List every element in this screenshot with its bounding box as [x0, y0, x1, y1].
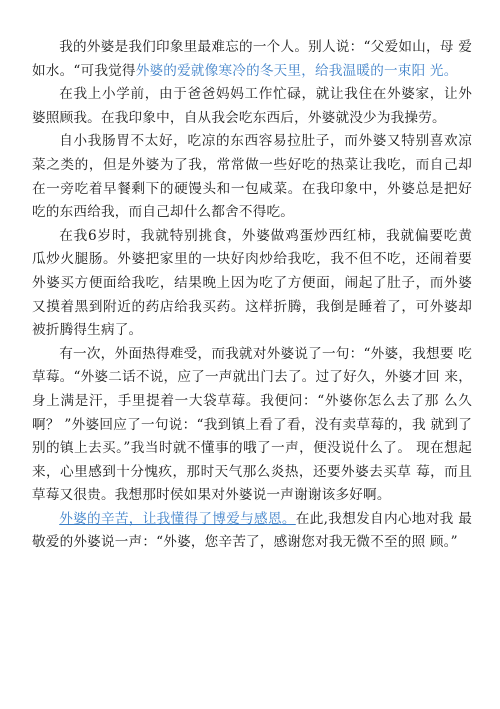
paragraph-3: [32, 130, 472, 224]
paragraph-3-text: 自小我肠胃不太好，吃凉的东西容易拉肚子，而外婆又特别喜欢凉 菜之类的，但是外婆为了我，常常做一些好吃的热菜让我吃，而自己却 在一旁吃着早餐剩下的硬馒头和一包咸菜。在我印象中，外婆总是把好 吃的东西给我，而自己却什么都舍不得吃。: [32, 133, 472, 221]
paragraph-1: [32, 36, 472, 83]
paragraph-5: [32, 343, 472, 508]
paragraph-4: [32, 225, 472, 343]
paragraph-1-text: 我的外婆是我们印象里最难忘的一个人。别人说：“父爱如山，母 爱如水。“可我觉得: [32, 39, 472, 79]
paragraph-1-highlight: 外婆的爱就像寒冷的冬天里，给我温暖的一束阳 光。: [135, 62, 458, 79]
paragraph-4-text: 在我6岁时，我就特别挑食，外婆做鸡蛋炒西红柿，我就偏要吃黄 瓜炒火腿肠。外婆把家里的一块好肉炒给我吃，我不但不吃，还闹着要 外婆买方便面给我吃，结果晚上因为吃了方便面，闹起了肚子，而外婆 又摸着黑到附近的药店给我买药。这样折腾，我倒是睡着了，可外婆却 被折腾得生病了。: [32, 227, 472, 339]
paragraph-6-text: 在此,我想发自内心地对我 最敬爱的外婆说一声：“外婆，您辛苦了，感谢您对我无微不至的照 顾。”: [32, 510, 472, 551]
paragraph-6-link[interactable]: 外婆的辛苦，让我懂得了博爱与感恩。: [59, 510, 296, 527]
paragraph-5-text: 有一次，外面热得难受，而我就对外婆说了一句：“外婆，我想要 吃草莓。“外婆二话不说，应了一声就出门去了。过了好久，外婆才回 来，身上满是汗，手里提着一大袋草莓。我便问：“外婆你怎么去了那 么久啊？ ”外婆回应了一句说：“我到镇上看了看，没有卖草莓的，我 就到了别的镇上去买。”我当时就不懂事的哦了一声，便没说什么了。 现在想起来，心里感到十分愧疚，那时天气那么炎热，还要外婆去买草 莓，而且草莓又很贵。我想那时侯如果对外婆说一声谢谢该多好啊。: [32, 345, 472, 504]
paragraph-2-text: 在我上小学前，由于爸爸妈妈工作忙碌，就让我住在外婆家，让外 婆照顾我。在我印象中，自从我会吃东西后，外婆就没少为我操劳。: [32, 86, 472, 126]
paragraph-2: [32, 83, 472, 130]
paragraph-6: [32, 508, 472, 555]
